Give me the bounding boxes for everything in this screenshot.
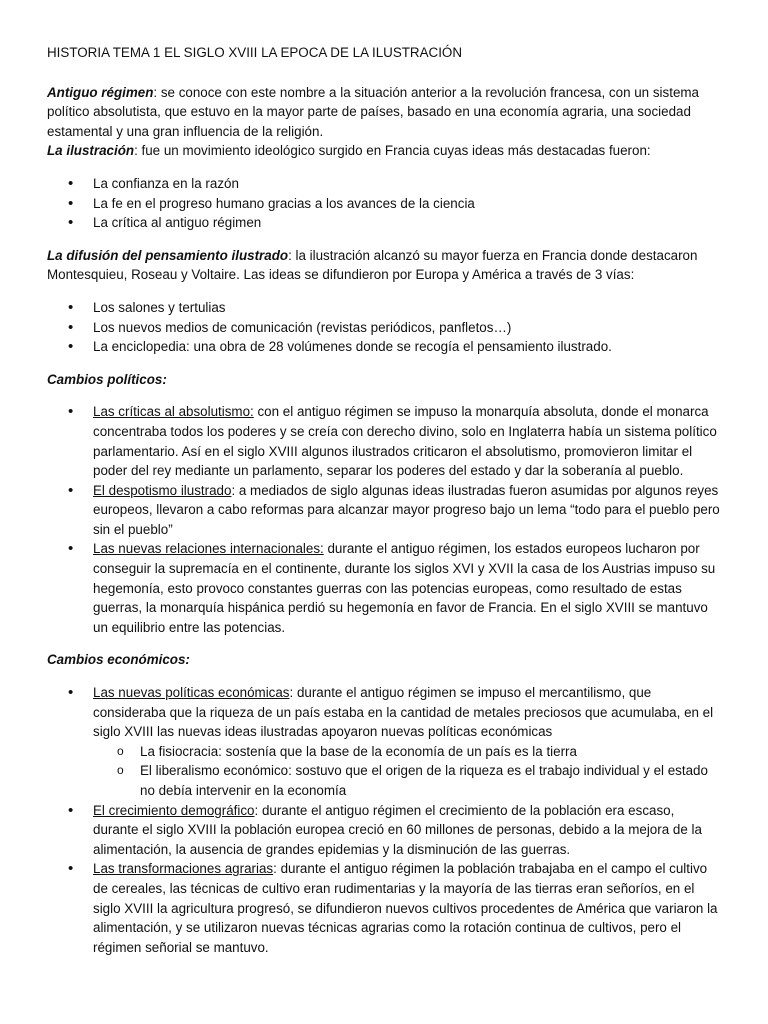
sublist-politicas-economicas [93,742,722,801]
paragraph-antiguo-regimen [47,83,722,142]
list-item [47,683,722,801]
item-text: durante el antiguo régimen, los estados europeos lucharon por conseguir la supremacía en el continente, durante los siglos XVI y XVII la casa de los Austrias impuso su hegemonía, esto provoco constantes guerras con las potencias europeas, como resultado de estas guerras, la monarquía hispánica perdió su hegemonía en favor de Francia. En el siglo XVIII se mantuvo un equilibrio entre las potencias. [93,541,716,635]
list-item: • La confianza en la razón [47,174,722,194]
list-item [47,539,722,637]
term-antiguo-regimen: Antiguo régimen [47,84,154,100]
list-item [47,859,722,957]
list-item [47,801,722,860]
text-ilustracion: : fue un movimiento ideológico surgido en Francia cuyas ideas más destacadas fueron: [134,143,651,159]
document-title: HISTORIA TEMA 1 EL SIGLO XVIII LA EPOCA DE LA ILUSTRACIÓN [47,45,463,60]
item-label: Las nuevas relaciones internacionales: [93,541,324,557]
paragraph-difusion [47,246,722,285]
heading-cambios-politicos: Cambios políticos: [47,371,167,387]
heading-cambios-economicos: Cambios económicos: [47,652,190,668]
list-item: • Los nuevos medios de comunicación (revistas periódicos, panfletos…) [47,318,722,338]
item-text: : durante el antiguo régimen se impuso el mercantilismo, que consideraba que la riqueza de un país estaba en la cantidad de metales preciosos que acumulaba, en el siglo XVIII las nuevas ideas ilustradas apoyaron nuevas políticas económicas [93,685,714,740]
text-antiguo-regimen: : se conoce con este nombre a la situación anterior a la revolución francesa, con un sistema político absolutista, que estuvo en la mayor parte de países, basado en una economía agraria, una sociedad estamental y una gran influencia de la religión. [47,84,699,139]
item-label: El crecimiento demográfico [93,802,255,818]
item-text: : a mediados de siglo algunas ideas ilustradas fueron asumidas por algunos reyes europeos, llevaron a cabo reformas para alcanzar mayor progreso bajo un lema “todo para el pueblo pero sin el pueblo” [93,482,720,537]
list-ideas-ilustracion [47,174,722,233]
list-item: • La fe en el progreso humano gracias a los avances de la ciencia [47,194,722,214]
list-item [47,402,722,480]
item-label: Las transformaciones agrarias [93,861,274,877]
text-difusion: : la ilustración alcanzó su mayor fuerza en Francia donde destacaron Montesquieu, Roseau y Voltaire. Las ideas se difundieron por Europa y América a través de 3 vías: [47,247,698,283]
sublist-item: o La fisiocracia: sostenía que la base de la economía de un país es la tierra [93,742,722,762]
sublist-item: o El liberalismo económico: sostuvo que el origen de la riqueza es el trabajo individual y el estado no debía intervenir en la economía [93,761,722,800]
item-text: : durante el antiguo régimen la población trabajaba en el campo el cultivo de cereales, las técnicas de cultivo eran rudimentarias y la mayoría de las tierras eran señoríos, en el siglo XVIII la agricultura progresó, se difundieron nuevos cultivos procedentes de América que variaron la alimentación, y se utilizaron nuevas técnicas agrarias como la rotación continua de cultivos, pero el régimen señorial se mantuvo. [93,861,718,955]
item-label: El despotismo ilustrado [93,482,232,498]
item-label: Las nuevas políticas económicas [93,685,290,701]
list-cambios-economicos [47,683,722,957]
term-ilustracion: La ilustración [47,143,135,159]
list-item [47,481,722,540]
list-cambios-politicos [47,402,722,637]
item-label: Las críticas al absolutismo: [93,404,254,420]
list-vias-difusion [47,298,722,357]
paragraph-ilustracion [47,141,722,161]
list-item: • La enciclopedia: una obra de 28 volúmenes donde se recogía el pensamiento ilustrado. [47,337,722,357]
list-item: • La crítica al antiguo régimen [47,213,722,233]
item-text: : durante el antiguo régimen el crecimiento de la población era escaso, durante el siglo XVIII la población europea creció en 60 millones de personas, debido a la mejora de la alimentación, la ausencia de grandes epidemias y la disminución de las guerras. [93,802,702,857]
list-item: • Los salones y tertulias [47,298,722,318]
item-text: con el antiguo régimen se impuso la monarquía absoluta, donde el monarca concentraba todos los poderes y se creía con derecho divino, solo en Inglaterra había un sistema político parlamentario. Así en el siglo XVIII algunos ilustrados criticaron el absolutismo, promovieron limitar el poder del rey mediante un parlamento, separar los poderes del estado y dar la soberanía al pueblo. [93,404,717,479]
term-difusion: La difusión del pensamiento ilustrado [47,247,289,263]
